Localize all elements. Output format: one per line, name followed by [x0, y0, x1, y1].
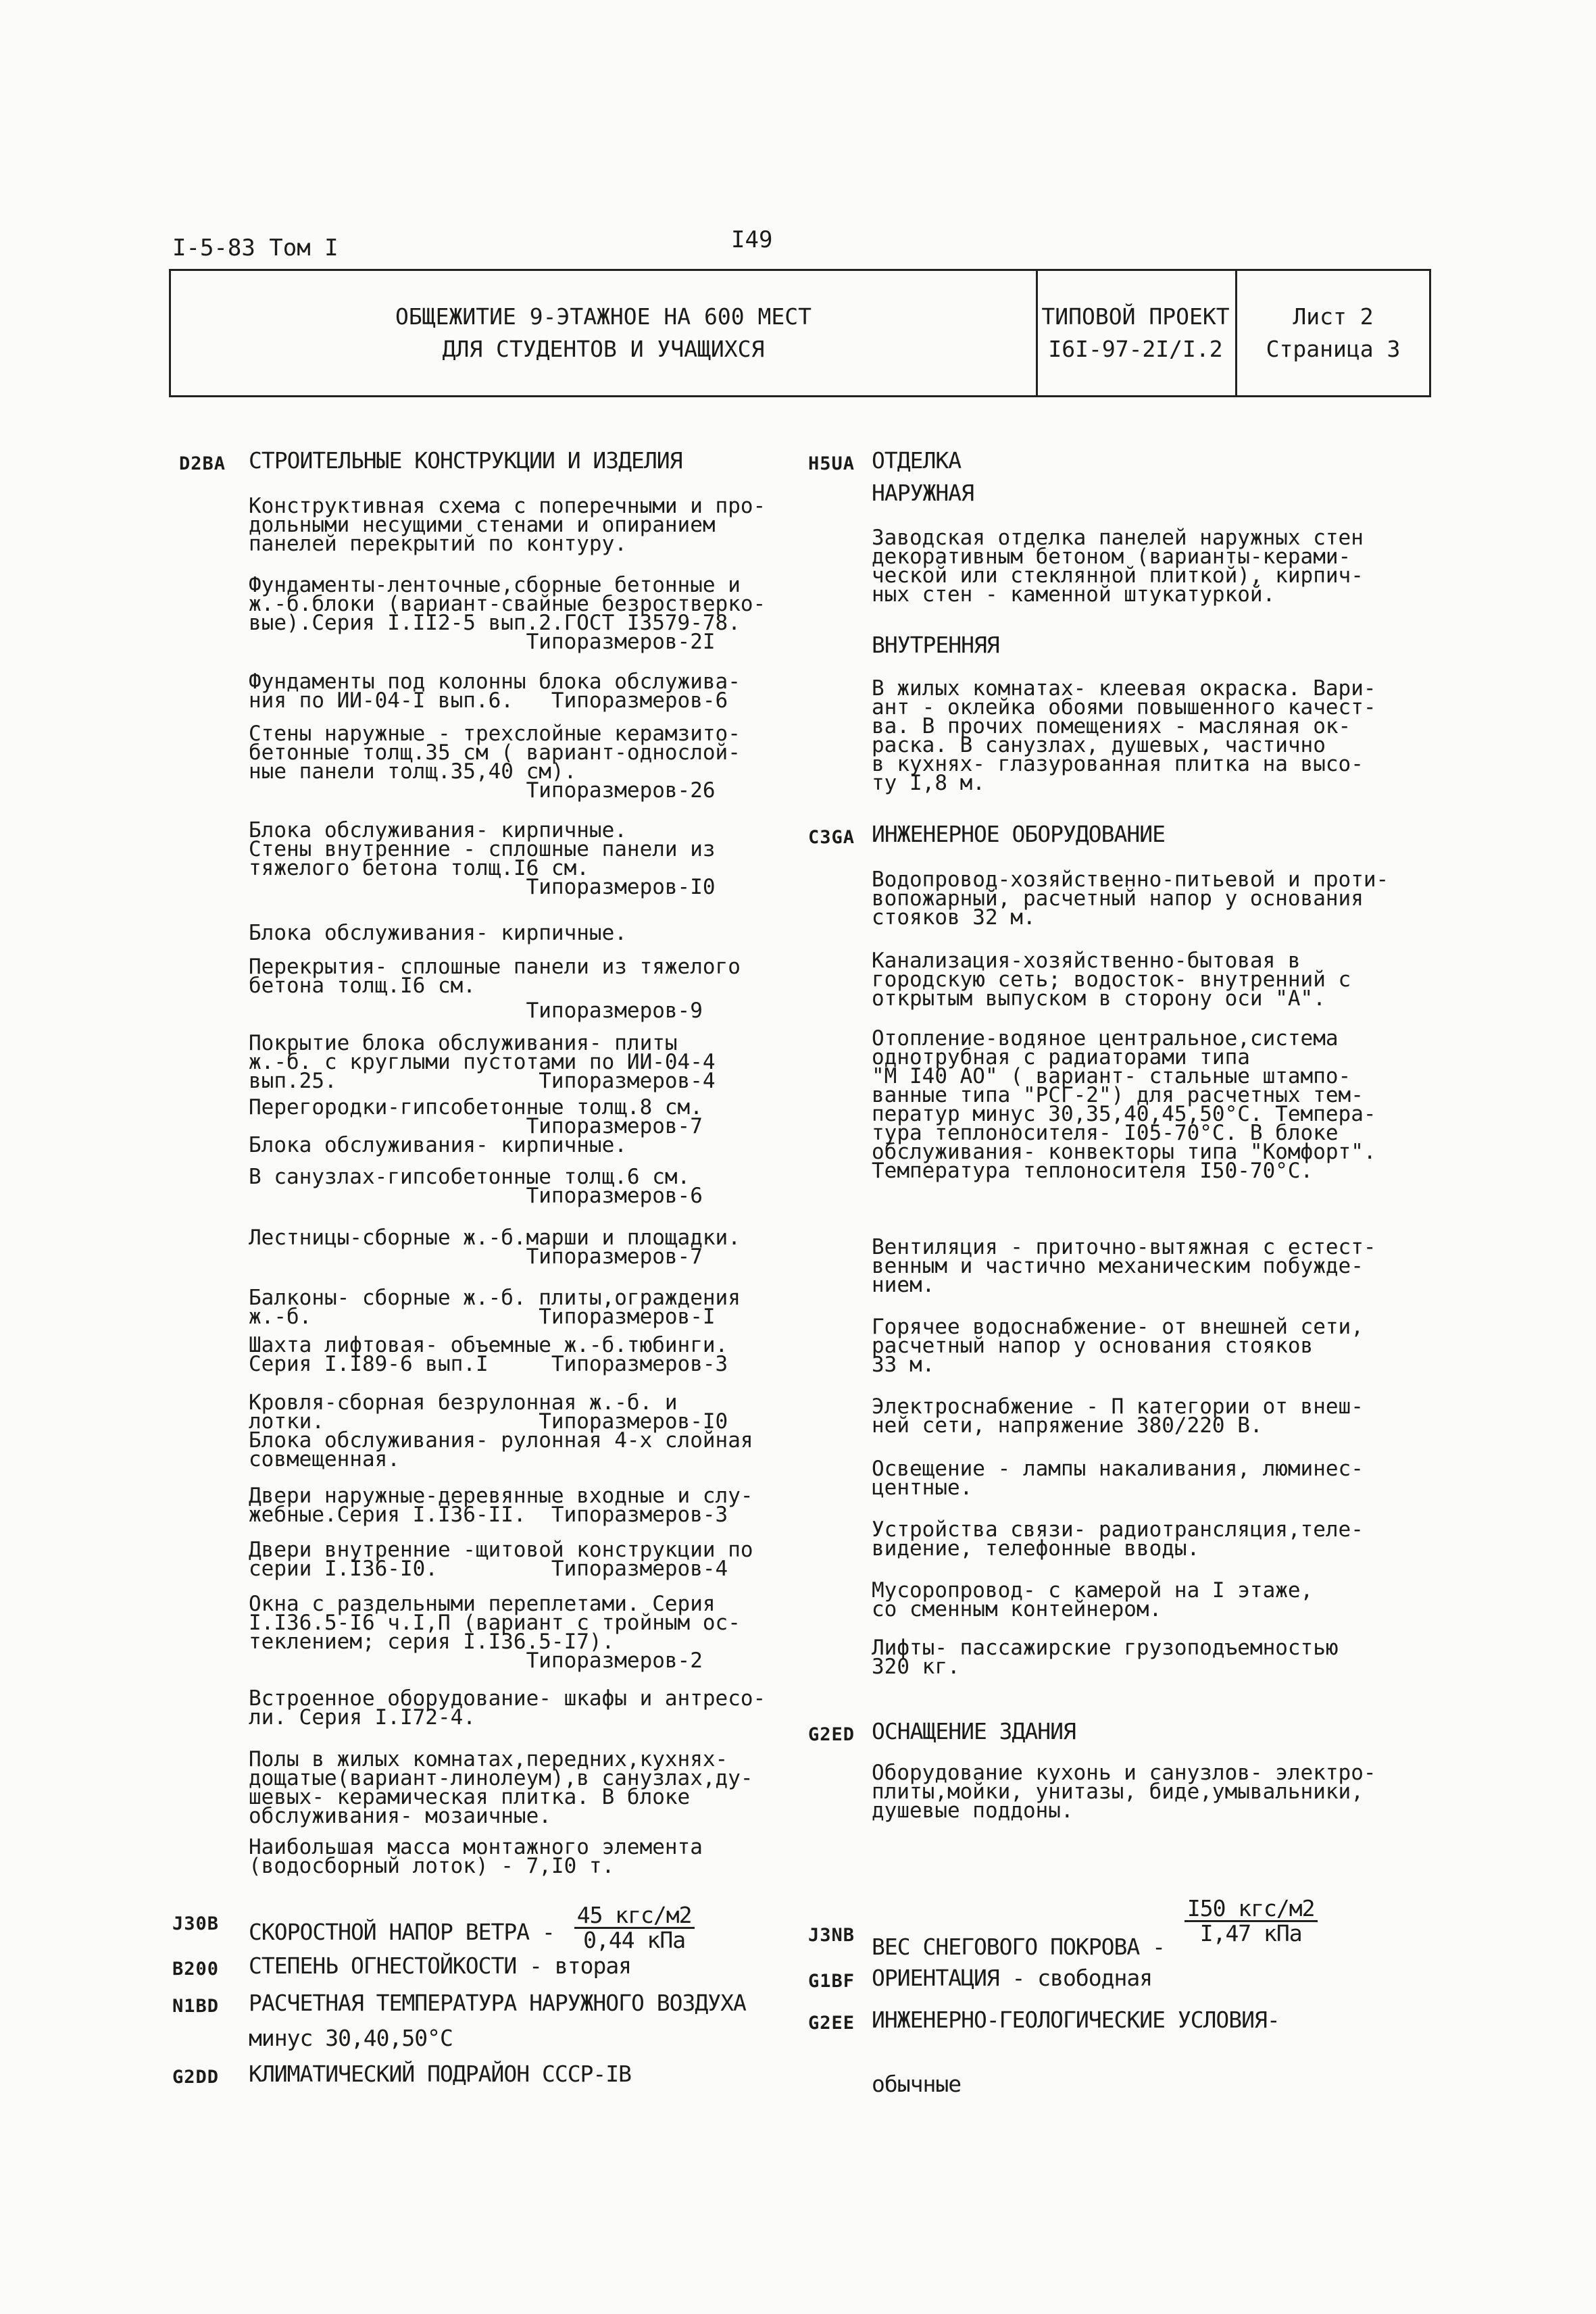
text-line: ческой или стеклянной плиткой), кирпич- — [872, 563, 1364, 588]
title-cell — [171, 271, 1038, 395]
text-line: ж.-б. с круглыми пустотами по ИИ-04-4 — [249, 1050, 716, 1074]
climate-subregion: КЛИМАТИЧЕСКИЙ ПОДРАЙОН СССР-IВ — [249, 2061, 632, 2087]
text-line: жебные.Серия I.I36-II. Типоразмеров-3 — [249, 1503, 728, 1527]
paragraph — [249, 1095, 703, 1157]
text-line: Типоразмеров-6 — [249, 1184, 703, 1208]
text-line: Конструктивная схема с поперечными и про- — [249, 494, 766, 518]
paragraph — [872, 1235, 1376, 1297]
text-line: В жилых комнатах- клеевая окраска. Вари- — [872, 676, 1376, 701]
text-line: Лестницы-сборные ж.-б.марши и площадки. — [249, 1226, 741, 1250]
section-code: B200 — [172, 1959, 220, 1980]
text-line: открытым выпуском в сторону оси "А". — [872, 986, 1326, 1011]
paragraph — [249, 1390, 753, 1472]
text-line: Наибольшая масса монтажного элемента — [249, 1835, 703, 1859]
section-heading-equipment: ОСНАЩЕНИЕ ЗДАНИЯ — [872, 1718, 1076, 1744]
text-line: ные панели толщ.35,40 см). — [249, 759, 577, 784]
outdoor-temp-label: РАСЧЕТНАЯ ТЕМПЕРАТУРА НАРУЖНОГО ВОЗДУХА — [249, 1990, 746, 2016]
text-line: бетонные толщ.35 см ( вариант-однослой- — [249, 740, 741, 765]
text-line: ж.-б. Типоразмеров-I — [249, 1305, 716, 1329]
text-line: Вентиляция - приточно-вытяжная с естест- — [872, 1235, 1376, 1259]
project-number: I6I-97-2I/I.2 — [1048, 336, 1223, 362]
section-code: G2ED — [808, 1724, 855, 1745]
text-line: Электроснабжение - П категории от внеш- — [872, 1394, 1364, 1419]
text-line: обслуживания- конвекторы типа "Комфорт". — [872, 1140, 1376, 1164]
snow-fraction — [1184, 1895, 1318, 1946]
paragraph — [872, 1636, 1339, 1679]
paragraph — [249, 1165, 703, 1208]
text-line: ва. В прочих помещениях - масляная ок- — [872, 714, 1351, 738]
text-line: вопожарный, расчетный напор у основания — [872, 886, 1364, 911]
text-line: 33 м. — [872, 1353, 935, 1377]
paragraph — [872, 676, 1376, 795]
paragraph — [249, 1031, 716, 1093]
title-line-1: ОБЩЕЖИТИЕ 9-ЭТАЖНОЕ НА 600 МЕСТ — [395, 303, 812, 330]
text-line: Серия I.I89-6 вып.I Типоразмеров-3 — [249, 1352, 728, 1376]
text-line: ант - оклейка обоями повышенного качест- — [872, 695, 1376, 720]
paragraph — [249, 955, 741, 998]
snow-num: I50 кгс/м2 — [1184, 1898, 1318, 1922]
paragraph — [249, 573, 766, 654]
text-line: Блока обслуживания- рулонная 4-х слойная — [249, 1428, 753, 1453]
wind-label: СКОРОСТНОЙ НАПОР ВЕТРА - — [249, 1919, 555, 1945]
section-code: G1BF — [808, 1971, 855, 1992]
section-code: C3GA — [808, 827, 855, 848]
snow-load — [872, 1895, 1318, 1960]
text-line: ванные типа "РСГ-2") для расчетных тем- — [872, 1083, 1364, 1107]
text-line: Фундаменты под колонны блока обслужива- — [249, 670, 741, 694]
text-line: Типоразмеров-I0 — [249, 875, 716, 899]
text-line: со сменным контейнером. — [872, 1597, 1162, 1621]
text-line: в кухнях- глазурованная плитка на высо- — [872, 752, 1364, 776]
section-code: N1BD — [172, 1996, 220, 2017]
wind-num: 45 кгс/м2 — [574, 1905, 695, 1929]
text-line: вып.25. Типоразмеров-4 — [249, 1069, 716, 1093]
paragraph — [249, 722, 741, 803]
text-line: Лифты- пассажирские грузоподъемностью — [872, 1636, 1339, 1660]
text-line: Встроенное оборудование- шкафы и антресо- — [249, 1686, 766, 1711]
paragraph — [872, 1315, 1364, 1377]
text-line: вые).Серия I.II2-5 вып.2.ГОСТ I3579-78. — [249, 611, 741, 635]
orient-label: ОРИЕНТАЦИЯ - — [872, 1965, 1025, 1991]
paragraph — [872, 949, 1351, 1011]
page-number: I49 — [731, 226, 773, 253]
series-volume-label: I-5-83 Том I — [172, 234, 339, 261]
paragraph — [249, 1835, 703, 1878]
text-line: дольными несущими стенами и опиранием — [249, 513, 716, 537]
sheet-label: Лист 2 — [1293, 303, 1374, 330]
text-line: нием. — [872, 1273, 935, 1297]
section-code: J30B — [172, 1913, 220, 1934]
text-line: бетона толщ.I6 см. — [249, 974, 476, 998]
text-line: Окна с раздельными переплетами. Серия — [249, 1592, 716, 1616]
text-line: тяжелого бетона толщ.I6 см. — [249, 856, 589, 880]
wind-pressure — [249, 1902, 695, 1956]
paragraph — [249, 1286, 741, 1329]
text-line: совмещенная. — [249, 1447, 400, 1472]
text-line: ператур минус 30,35,40,45,50°С. Темпера- — [872, 1102, 1376, 1126]
section-code: H5UA — [808, 453, 855, 474]
text-line: Двери наружные-деревянные входные и слу- — [249, 1484, 753, 1508]
text-line: Шахта лифтовая- объемные ж.-б.тюбинги. — [249, 1333, 728, 1357]
text-line: Мусоропровод- с камерой на I этаже, — [872, 1578, 1314, 1603]
text-line: лотки. Типоразмеров-I0 — [249, 1409, 728, 1434]
text-line: ту I,8 м. — [872, 771, 985, 795]
orientation — [872, 1965, 1153, 1991]
paragraph — [249, 1226, 741, 1269]
text-line: плиты,мойки, унитазы, биде,умывальники, — [872, 1780, 1364, 1804]
section-heading-constructions: СТРОИТЕЛЬНЫЕ КОНСТРУКЦИИ И ИЗДЕЛИЯ — [249, 447, 682, 474]
text-line: Двери внутренние -щитовой конструкции по — [249, 1538, 753, 1562]
text-line: Стены наружные - трехслойные керамзито- — [249, 722, 741, 746]
section-code: D2BA — [179, 453, 226, 474]
text-line: Перегородки-гипсобетонные толщ.8 см. — [249, 1095, 703, 1120]
text-line: стояков 32 м. — [872, 905, 1036, 930]
text-line: ж.-б.блоки (вариант-свайные безростверко- — [249, 592, 766, 616]
text-line: Блока обслуживания- кирпичные. — [249, 921, 627, 945]
paragraph — [249, 670, 741, 713]
text-line: Типоразмеров-26 — [249, 778, 716, 803]
text-line: Покрытие блока обслуживания- плиты — [249, 1031, 678, 1055]
orient-value: свободная — [1037, 1965, 1153, 1991]
title-block — [169, 269, 1431, 397]
paragraph — [872, 1026, 1376, 1183]
paragraph — [872, 1578, 1314, 1621]
text-line: однотрубная с радиаторами типа — [872, 1045, 1250, 1070]
section-heading-engineering: ИНЖЕНЕРНОЕ ОБОРУДОВАНИЕ — [872, 821, 1165, 847]
text-line: расчетный напор у основания стояков — [872, 1334, 1314, 1358]
project-label: ТИПОВОЙ ПРОЕКТ — [1041, 303, 1230, 330]
text-line: ли. Серия I.I72-4. — [249, 1705, 476, 1730]
text-line: шевых- керамическая плитка. В блоке — [249, 1785, 691, 1809]
paragraph — [249, 1747, 753, 1828]
outdoor-temp-value: минус 30,40,50°С — [249, 2025, 453, 2051]
snow-label: ВЕС СНЕГОВОГО ПОКРОВА - — [872, 1934, 1165, 1960]
text-line: теклением; серия I.I36.5-I7). — [249, 1630, 615, 1654]
subheading-outer: НАРУЖНАЯ — [872, 480, 974, 506]
page-label: Страница 3 — [1266, 336, 1401, 362]
wind-den: 0,44 кПа — [583, 1927, 686, 1953]
paragraph — [249, 921, 627, 945]
paragraph — [872, 526, 1364, 607]
geo-conditions-label: ИНЖЕНЕРНО-ГЕОЛОГИЧЕСКИЕ УСЛОВИЯ- — [872, 2007, 1280, 2033]
text-line: Типоразмеров-2I — [249, 630, 716, 654]
text-line: Освещение - лампы накаливания, люминес- — [872, 1457, 1364, 1481]
text-line: Блока обслуживания- кирпичные. — [249, 818, 627, 842]
text-line: венным и частично механическим побужде- — [872, 1254, 1364, 1278]
text-line: центные. — [872, 1476, 973, 1500]
paragraph — [249, 494, 766, 556]
text-line: декоративным бетоном (варианты-керами- — [872, 545, 1351, 569]
text-line: Канализация-хозяйственно-бытовая в — [872, 949, 1301, 973]
text-line: Типоразмеров-7 — [249, 1114, 703, 1138]
paragraph — [872, 867, 1389, 930]
text-line: В санузлах-гипсобетонные толщ.6 см. — [249, 1165, 691, 1189]
text-line: Стены внутренние - сплошные панели из — [249, 837, 716, 861]
text-line: Устройства связи- радиотрансляция,теле- — [872, 1517, 1364, 1542]
text-line: Отопление-водяное центральное,система — [872, 1026, 1339, 1051]
text-line: душевые поддоны. — [872, 1799, 1074, 1823]
wind-fraction — [574, 1902, 695, 1953]
text-line: обслуживания- мозаичные. — [249, 1804, 551, 1828]
sheet-cell — [1237, 271, 1429, 395]
title-line-2: ДЛЯ СТУДЕНТОВ И УЧАЩИХСЯ — [442, 336, 765, 362]
text-line: панелей перекрытий по контуру. — [249, 532, 627, 556]
paragraph — [872, 1457, 1364, 1500]
text-line: ния по ИИ-04-I вып.6. Типоразмеров-6 — [249, 688, 728, 713]
text-line: Типоразмеров-7 — [249, 1244, 703, 1269]
text-line: раска. В санузлах, душевых, частично — [872, 733, 1326, 757]
text-line: Типоразмеров-9 — [249, 999, 703, 1023]
text-line: Температура теплоносителя I50-70°С. — [872, 1159, 1314, 1183]
text-line: серии I.I36-I0. Типоразмеров-4 — [249, 1557, 728, 1581]
paragraph — [249, 818, 716, 899]
text-line: Оборудование кухонь и санузлов- электро- — [872, 1761, 1376, 1785]
fire-label: СТЕПЕНЬ ОГНЕСТОЙКОСТИ - — [249, 1953, 542, 1979]
text-line: Типоразмеров-2 — [249, 1649, 703, 1673]
text-line: Заводская отделка панелей наружных стен — [872, 526, 1364, 550]
paragraph — [249, 1592, 741, 1673]
subheading-inner: ВНУТРЕННЯЯ — [872, 632, 999, 658]
text-line: Фундаменты-ленточные,сборные бетонные и — [249, 573, 741, 597]
text-line: городскую сеть; водосток- внутренний с — [872, 967, 1351, 992]
text-line: Кровля-сборная безрулонная ж.-б. и — [249, 1390, 678, 1415]
text-line: 320 кг. — [872, 1655, 960, 1679]
fire-value: вторая — [554, 1953, 632, 1979]
paragraph — [249, 1686, 766, 1730]
text-line: Горячее водоснабжение- от внешней сети, — [872, 1315, 1364, 1339]
snow-den: I,47 кПа — [1199, 1920, 1302, 1946]
paragraph — [249, 999, 703, 1023]
text-line: Полы в жилых комнатах,передних,кухнях- — [249, 1747, 728, 1771]
text-line: Балконы- сборные ж.-б. плиты,ограждения — [249, 1286, 741, 1310]
text-line: I.I36.5-I6 ч.I,П (вариант с тройным ос- — [249, 1611, 741, 1635]
section-code: G2EE — [808, 2013, 855, 2034]
text-line: Водопровод-хозяйственно-питьевой и проти- — [872, 867, 1389, 892]
paragraph — [872, 1517, 1364, 1561]
section-code: G2DD — [172, 2067, 220, 2088]
fire-resistance — [249, 1953, 632, 1979]
text-line: дощатые(вариант-линолеум),в санузлах,ду- — [249, 1766, 753, 1790]
section-code: J3NB — [808, 1925, 855, 1946]
text-line: ней сети, напряжение 380/220 В. — [872, 1413, 1263, 1438]
text-line: Перекрытия- сплошные панели из тяжелого — [249, 955, 741, 979]
text-line: "М I40 АО" ( вариант- стальные штампо- — [872, 1064, 1351, 1088]
section-heading-finish: ОТДЕЛКА — [872, 447, 962, 474]
text-line: (водосборный лоток) - 7,I0 т. — [249, 1854, 615, 1878]
project-cell — [1036, 271, 1237, 395]
text-line: тура теплоносителя- I05-70°С. В блоке — [872, 1121, 1339, 1145]
paragraph — [249, 1538, 753, 1581]
geo-conditions-value: обычные — [872, 2071, 962, 2097]
text-line: Блока обслуживания- кирпичные. — [249, 1133, 627, 1157]
text-line: ных стен - каменной штукатуркой. — [872, 582, 1276, 607]
paragraph — [249, 1333, 728, 1376]
text-line: видение, телефонные вводы. — [872, 1536, 1200, 1561]
paragraph — [872, 1761, 1376, 1823]
paragraph — [872, 1394, 1364, 1438]
paragraph — [249, 1484, 753, 1527]
